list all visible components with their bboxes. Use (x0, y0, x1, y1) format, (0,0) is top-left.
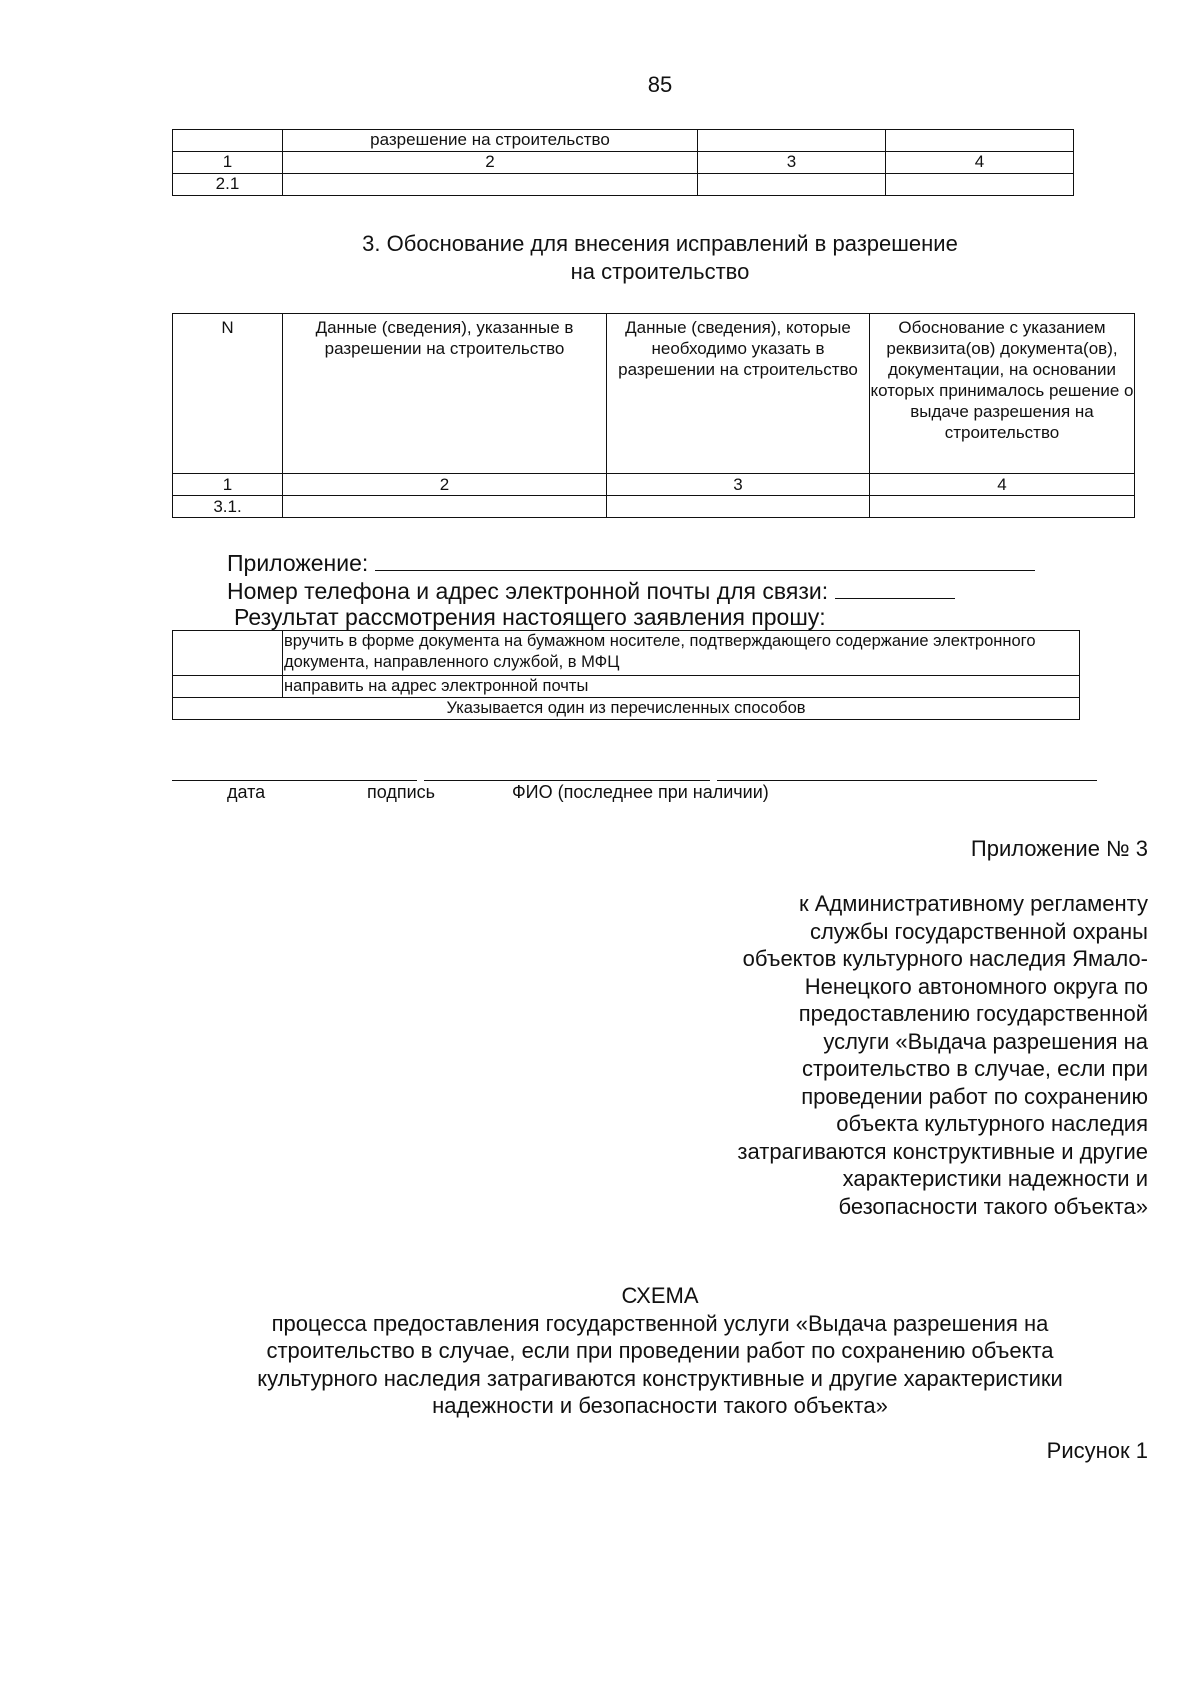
appendix-line: предоставлению государственной (798, 1001, 1148, 1026)
table-index-row (173, 474, 1135, 496)
section-title (300, 230, 1020, 286)
name-line[interactable] (717, 780, 1097, 781)
section-title-line: на строительство (570, 259, 750, 284)
option-row (173, 676, 1080, 698)
corrections-table (172, 313, 1135, 518)
appendix-line: безопасности такого объекта» (838, 1193, 1148, 1219)
column-header: Данные (сведения), которые необходимо указать в разрешении на строительство (607, 314, 870, 474)
column-header: Обоснование с указанием реквизита(ов) документа(ов), документации, на основании которых принималось решение о выдаче разрешения на строительство (870, 314, 1135, 474)
table-cell[interactable] (886, 174, 1074, 196)
appendix-line: объекта культурного наследия (836, 1111, 1148, 1136)
table-cell: 3 (698, 152, 886, 174)
appendix-line: услуги «Выдача разрешения на (823, 1028, 1148, 1054)
appendix-reference (628, 890, 1148, 1220)
table-cell: 3 (607, 474, 870, 496)
attachment-input[interactable] (375, 548, 1035, 571)
option-label: вручить в форме документа на бумажном носителе, подтверждающего содержание электронного документа, направленного службой, в МФЦ (283, 631, 1080, 676)
table-row (173, 174, 1074, 196)
column-header: Данные (сведения), указанные в разрешении на строительство (283, 314, 607, 474)
date-line[interactable] (172, 780, 417, 781)
table-header-row (173, 314, 1135, 474)
table-cell: 2 (283, 474, 607, 496)
contact-field (227, 576, 955, 605)
table-cell[interactable] (283, 496, 607, 518)
contact-label: Номер телефона и адрес электронной почты для связи: (227, 578, 829, 604)
table-cell[interactable] (870, 496, 1135, 518)
attachment-field (227, 548, 1035, 577)
table-cell: разрешение на строительство (283, 130, 698, 152)
table-header-row (173, 130, 1074, 152)
appendix-line: объектов культурного наследия Ямало- (742, 946, 1148, 971)
table-cell (698, 130, 886, 152)
table-index-row (173, 152, 1074, 174)
table-cell: 1 (173, 474, 283, 496)
table-cell: 2.1 (173, 174, 283, 196)
scheme-title: СХЕМА (621, 1283, 699, 1308)
scheme-heading (200, 1282, 1120, 1420)
appendix-title: Приложение № 3 (970, 836, 1148, 861)
table-row (173, 496, 1135, 518)
result-options-table (172, 630, 1080, 720)
table-cell: 3.1. (173, 496, 283, 518)
signature-label: подпись (367, 782, 436, 802)
option-checkbox[interactable] (173, 676, 283, 698)
table-cell (173, 130, 283, 152)
figure-label: Рисунок 1 (1046, 1438, 1148, 1463)
appendix-line: службы государственной охраны (809, 918, 1148, 944)
column-header: N (173, 314, 283, 474)
section-title-line: 3. Обоснование для внесения исправлений в разрешение (362, 231, 958, 256)
table-cell: 2 (283, 152, 698, 174)
appendix-line: проведении работ по сохранению (801, 1083, 1148, 1109)
table-cell: 4 (886, 152, 1074, 174)
appendix-line: затрагиваются конструктивные и другие (737, 1138, 1148, 1164)
contact-input[interactable] (835, 576, 955, 599)
table-cell[interactable] (698, 174, 886, 196)
option-checkbox[interactable] (173, 631, 283, 676)
attachment-label: Приложение: (227, 550, 369, 576)
continued-table (172, 129, 1074, 196)
appendix-line: к Административному регламенту (798, 891, 1148, 916)
note-row (173, 698, 1080, 720)
appendix-line: характеристики надежности и (842, 1166, 1148, 1191)
signature-line[interactable] (424, 780, 710, 781)
options-note: Указывается один из перечисленных способов (173, 698, 1080, 720)
page-number: 85 (647, 72, 673, 97)
table-cell[interactable] (283, 174, 698, 196)
appendix-line: Ненецкого автономного округа по (804, 973, 1148, 999)
scheme-line: надежности и безопасности такого объекта» (432, 1393, 888, 1418)
table-cell (886, 130, 1074, 152)
table-cell: 1 (173, 152, 283, 174)
option-row (173, 631, 1080, 676)
date-label: дата (227, 782, 266, 802)
table-cell[interactable] (607, 496, 870, 518)
scheme-line: строительство в случае, если при проведении работ по сохранению объекта (266, 1338, 1054, 1363)
result-label: Результат рассмотрения настоящего заявления прошу: (234, 604, 826, 630)
table-cell: 4 (870, 474, 1135, 496)
scheme-line: процесса предоставления государственной услуги «Выдача разрешения на (271, 1310, 1049, 1336)
name-label: ФИО (последнее при наличии) (512, 782, 769, 802)
scheme-line: культурного наследия затрагиваются конструктивные и другие характеристики (257, 1365, 1063, 1391)
appendix-line: строительство в случае, если при (801, 1056, 1148, 1081)
option-label: направить на адрес электронной почты (283, 676, 1080, 698)
